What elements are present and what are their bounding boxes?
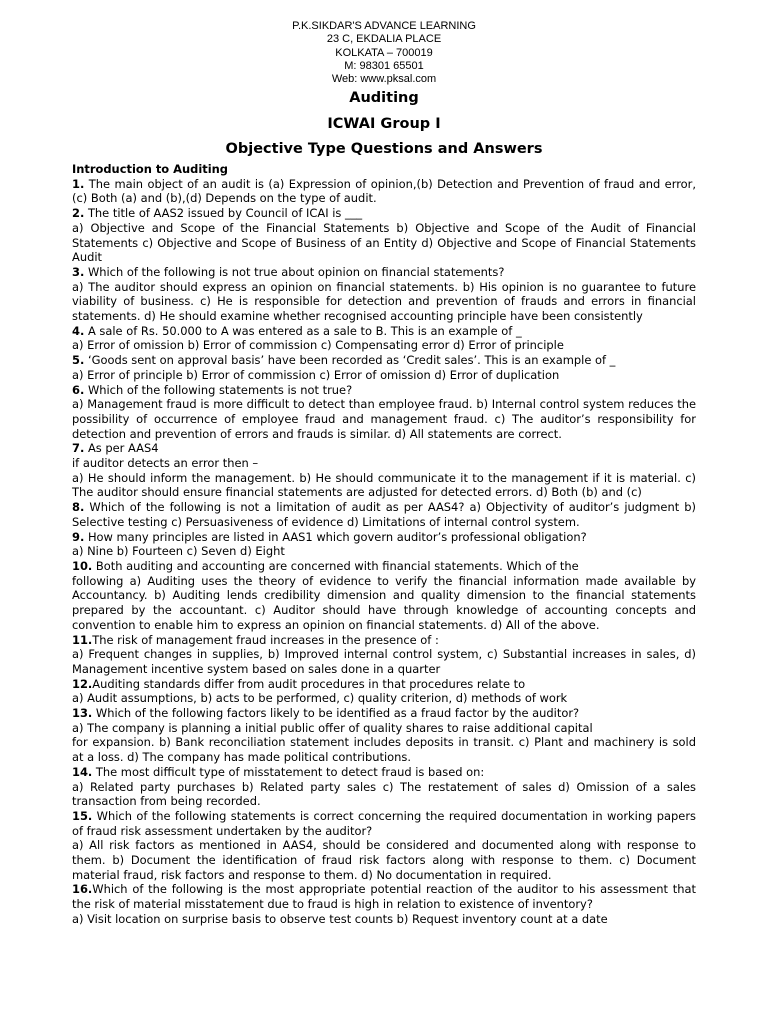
question-options: a) Frequent changes in supplies, b) Improved internal control system, c) Substantial increases in sales, d) Management incentive system based on sales done in a quarter <box>72 647 696 676</box>
question-item <box>72 706 696 721</box>
question-item <box>72 530 696 545</box>
question-item <box>72 206 696 221</box>
question-item <box>72 265 696 280</box>
question-number: 16. <box>72 882 93 897</box>
question-options: if auditor detects an error then – <box>72 456 259 471</box>
question-text: A sale of Rs. 50.000 to A was entered as a sale to B. This is an example of _ <box>84 323 522 338</box>
question-text: How many principles are listed in AAS1 which govern auditor’s professional obligation? <box>84 529 587 544</box>
question-number: 9. <box>72 529 85 544</box>
question-content <box>72 162 696 927</box>
institute-phone: M: 98301 65501 <box>344 59 424 72</box>
institute-city: KOLKATA – 700019 <box>335 46 433 59</box>
question-number: 10. <box>72 558 93 573</box>
question-item <box>72 765 696 780</box>
question-number: 1. <box>72 176 85 191</box>
question-item <box>72 500 696 529</box>
heading-title: Objective Type Questions and Answers <box>225 141 543 157</box>
question-item <box>72 809 696 838</box>
question-number: 6. <box>72 382 85 397</box>
question-item <box>72 177 696 206</box>
subject-title: Auditing <box>349 90 419 106</box>
question-options: for expansion. b) Bank reconciliation statement includes deposits in transit. c) Plant and machinery is sold at a loss. d) The company has made political contributions. <box>72 735 696 765</box>
section-title: Introduction to Auditing <box>72 162 228 176</box>
question-number: 8. <box>72 500 85 515</box>
question-number: 14. <box>72 764 93 779</box>
question-item <box>72 383 696 398</box>
question-text: The most difficult type of misstatement to detect fraud is based on: <box>92 764 485 779</box>
question-item <box>72 559 696 574</box>
question-item <box>72 882 696 911</box>
question-options: a) Error of omission b) Error of commission c) Compensating error d) Error of principle <box>72 338 564 353</box>
question-options: a) Related party purchases b) Related party sales c) The restatement of sales d) Omission of a sales transaction from being recorded. <box>72 779 696 809</box>
question-options: a) All risk factors as mentioned in AAS4, should be considered and documented along with response to them. b) Document the identification of fraud risk factors along with response to them. c) Document material fraud, risk factors and response to them. d) No documentation in required. <box>72 838 696 882</box>
question-options: a) The auditor should express an opinion on financial statements. b) His opinion is no guarantee to future viability of business. c) He is responsible for detection and prevention of frauds and errors in financial statements. d) He should examine whether recognised accounting principle have been consistently <box>72 279 696 324</box>
question-text: Which of the following statements is correct concerning the required documentation in working papers of fraud risk assessment undertaken by the auditor? <box>72 808 696 838</box>
title-block <box>0 88 768 161</box>
question-options: a) Nine b) Fourteen c) Seven d) Eight <box>72 544 285 559</box>
institute-address: 23 C, EKDALIA PLACE <box>326 33 442 46</box>
question-number: 7. <box>72 441 85 456</box>
question-text: Which of the following factors likely to be identified as a fraud factor by the auditor? <box>92 706 580 721</box>
question-options: a) Error of principle b) Error of commission c) Error of omission d) Error of duplication <box>72 367 560 382</box>
institute-website: Web: www.pksal.com <box>331 73 437 86</box>
question-number: 5. <box>72 353 85 368</box>
question-options: following a) Auditing uses the theory of evidence to verify the financial information made available by Accountancy. b) Auditing lends credibility dimension and quality dimension to the financial statements prepared by the accountant. c) Auditor should have through knowledge of accounting concepts and convention to enable him to express an opinion on financial statements. d) All of the above. <box>72 573 696 632</box>
question-item <box>72 324 696 339</box>
group-title: ICWAI Group I <box>327 116 441 132</box>
question-text: The title of AAS2 issued by Council of ICAI is ___ <box>84 206 363 221</box>
question-item <box>72 441 696 456</box>
question-text: The risk of management fraud increases in the presence of : <box>92 632 439 647</box>
question-options: a) Audit assumptions, b) acts to be performed, c) quality criterion, d) methods of work <box>72 691 568 706</box>
question-options: a) Visit location on surprise basis to observe test counts b) Request inventory count at a date <box>72 911 608 926</box>
question-list <box>72 177 696 927</box>
question-number: 3. <box>72 264 85 279</box>
question-number: 4. <box>72 323 85 338</box>
question-text: Which of the following is not true about opinion on financial statements? <box>84 264 505 279</box>
question-text: Which of the following statements is not true? <box>84 382 353 397</box>
question-item <box>72 633 696 648</box>
question-number: 11. <box>72 632 93 647</box>
question-text: As per AAS4 <box>84 441 159 456</box>
institute-header <box>0 20 768 86</box>
question-options: a) Management fraud is more difficult to detect than employee fraud. b) Internal control system reduces the possibility of occurrence of employee fraud and management fraud. c) The auditor’s responsibility for detection and prevention of errors and frauds is similar. d) All statements are correct. <box>72 397 696 441</box>
question-options: a) He should inform the management. b) He should communicate it to the management if it is material. c) The auditor should ensure financial statements are adjusted for detected errors. d) Both (b) and (c) <box>72 470 696 500</box>
question-options: a) The company is planning a initial public offer of quality shares to raise additional capital <box>72 720 593 735</box>
question-number: 13. <box>72 706 93 721</box>
question-text: Auditing standards differ from audit procedures in that procedures relate to <box>92 676 526 691</box>
question-item <box>72 353 696 368</box>
question-text: Both auditing and accounting are concerned with financial statements. Which of the <box>92 558 579 573</box>
question-number: 2. <box>72 206 85 221</box>
question-text: The main object of an audit is (a) Expression of opinion,(b) Detection and Prevention of fraud and error,(c) Both (a) and (b),(d) Depends on the type of audit. <box>72 176 696 206</box>
question-item <box>72 677 696 692</box>
institute-name: P.K.SIKDAR'S ADVANCE LEARNING <box>292 20 476 32</box>
question-text: ‘Goods sent on approval basis’ have been recorded as ‘Credit sales’. This is an example of _ <box>84 353 616 368</box>
question-text: Which of the following is not a limitation of audit as per AAS4? a) Objectivity of auditor’s judgment b) Selective testing c) Persuasiveness of evidence d) Limitations of internal control system. <box>72 500 696 529</box>
question-number: 15. <box>72 808 93 823</box>
question-text: Which of the following is the most appropriate potential reaction of the auditor to his assessment that the risk of material misstatement due to fraud is high in relation to existence of inventory? <box>72 882 696 912</box>
question-number: 12. <box>72 676 93 691</box>
question-options: a) Objective and Scope of the Financial Statements b) Objective and Scope of the Audit of Financial Statements c) Objective and Scope of Business of an Entity d) Objective and Scope of Financial Statements Audit <box>72 220 696 265</box>
